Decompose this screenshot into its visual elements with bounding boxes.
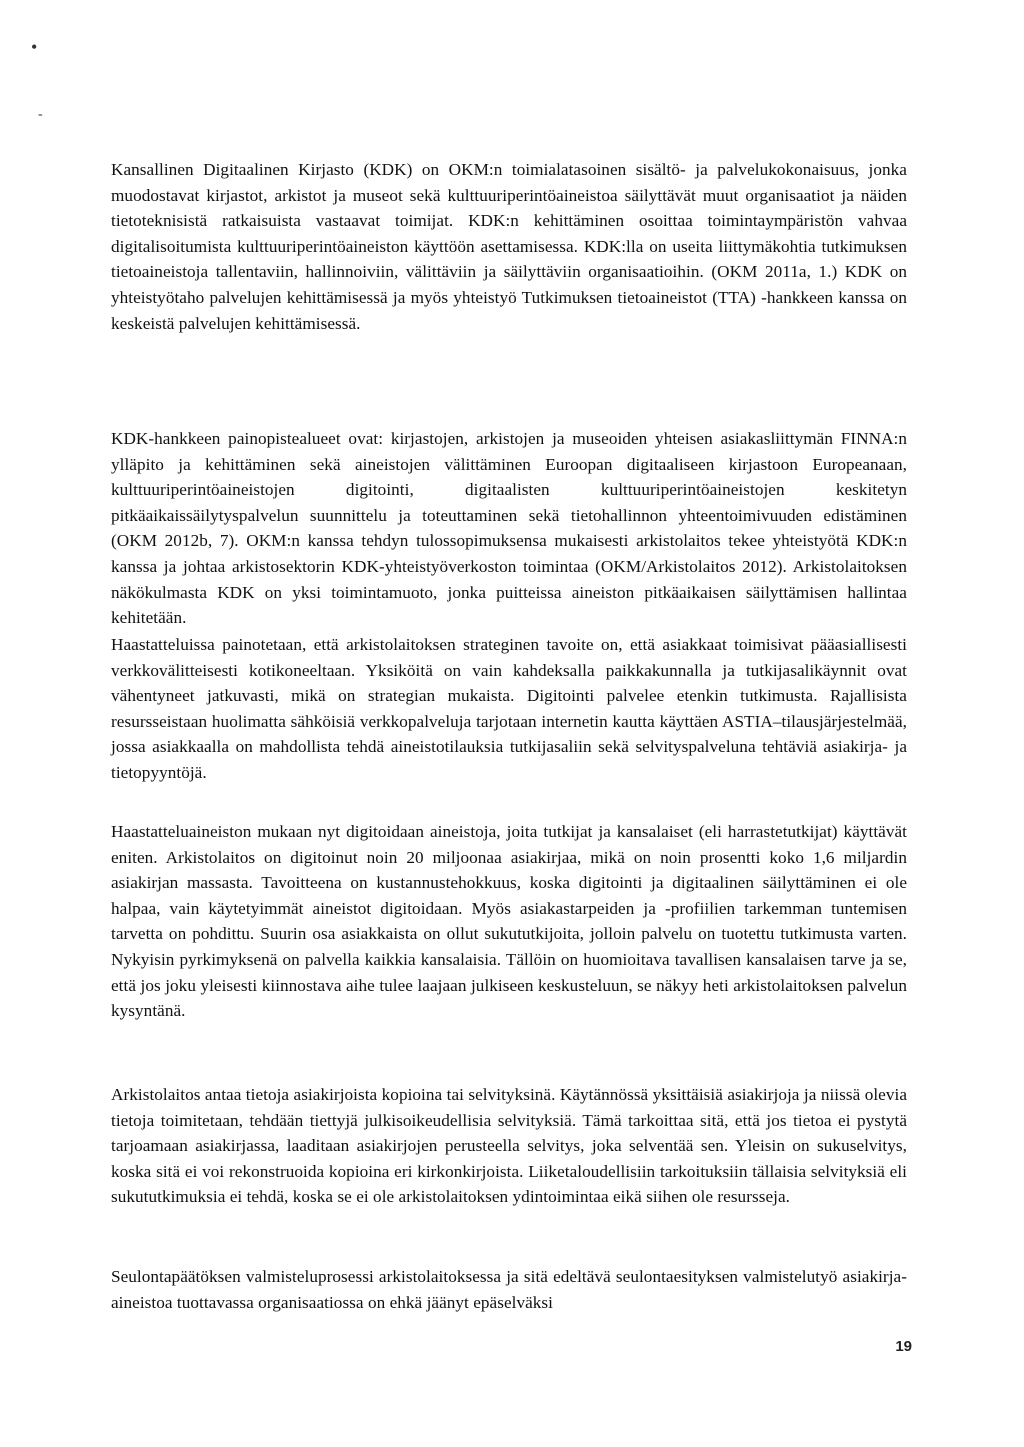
scan-artifact-dot: • (31, 37, 38, 57)
paragraph-appraisal: Seulontapäätöksen valmisteluprosessi arkistolaitoksessa ja sitä edeltävä seulontaesityksen valmistelutyö asiakirja-aineistoa tuottavassa organisaatiossa on ehkä jäänyt epäselväksi (111, 1267, 907, 1312)
paragraph-interviews-strategy: Haastatteluissa painotetaan, että arkistolaitoksen strateginen tavoite on, että asiakkaat toimisivat pääasiallisesti verkkovälitteisesti kotikoneeltaan. Yksiköitä on vain kahdeksalla paikkakunnalla ja tutkijasalikäynnit ovat vähentyneet jatkuvasti, mikä on strategian mukaista. Digitointi palvelee etenkin tutkimusta. Rajallisista resursseistaan huolimatta sähköisiä verkkopalveluja tarjotaan internetin kautta käyttäen ASTIA–tilausjärjestelmää, jossa asiakkaalla on mahdollista tehdä aineistotilauksia tutkijasaliin sekä selvityspalveluna tehtäviä asiakirja- ja tietopyyntöjä. (111, 635, 907, 782)
paragraph-kdk-intro: Kansallinen Digitaalinen Kirjasto (KDK) on OKM:n toimialatasoinen sisältö- ja palvelukokonaisuus, jonka muodostavat kirjastot, arkistot ja museot sekä kulttuuriperintöaineistoa säilyttävät muut organisaatiot ja näiden tietoteknisistä ratkaisuista vastaavat toimijat. KDK:n kehittäminen osoittaa toimintaympäristön vahvaa digitalisoitumista kulttuuriperintöaineiston käyttöön asettamisessa. KDK:lla on useita liittymäkohtia tutkimuksen tietoaineistoja tallentaviin, hallinnoiviin, välittäviin ja säilyttäviin organisaatioihin. (OKM 2011a, 1.) KDK on yhteistyötaho palvelujen kehittämisessä ja myös yhteistyö Tutkimuksen tietoaineistot (TTA) -hankkeen kanssa on keskeistä palvelujen kehittämisessä. (111, 160, 907, 333)
paragraph-kdk-focus-areas: KDK-hankkeen painopistealueet ovat: kirjastojen, arkistojen ja museoiden yhteisen asiakasliittymän FINNA:n ylläpito ja kehittäminen sekä aineistojen välittäminen Euroopan digitaaliseen kirjastoon Europeanaan, kulttuuriperintöaineistojen digitointi, digitaalisten kulttuuriperintöaineistojen keskitetyn pitkäaikaissäilytyspalvelun suunnittelu ja toteuttaminen sekä tietohallinnon yhteentoimivuuden edistäminen (OKM 2012b, 7). OKM:n kanssa tehdyn tulossopimuksensa mukaisesti arkistolaitos tekee yhteistyötä KDK:n kanssa ja johtaa arkistosektorin KDK-yhteistyöverkoston toimintaa (OKM/Arkistolaitos 2012). Arkistolaitoksen näkökulmasta KDK on yksi toimintamuoto, jonka puitteissa aineiston pitkäaikaisen säilyttämisen hallintaa kehitetään. (111, 429, 907, 628)
scan-artifact-dash: - (38, 107, 43, 122)
paragraph-copies-reports: Arkistolaitos antaa tietoja asiakirjoista kopioina tai selvityksinä. Käytännössä yksittäisiä asiakirjoja ja niissä olevia tietoja toimitetaan, tehdään tiettyjä julkisoikeudellisia selvityksiä. Tämä tarkoittaa sitä, että jos tietoa ei pystytä tarjoamaan asiakirjassa, laaditaan asiakirjojen perusteella selvitys, joka selventää sen. Yleisin on sukuselvitys, koska sitä ei voi rekonstruoida kopioina eri kirkonkirjoista. Liiketaloudellisiin tarkoituksiin tällaisia selvityksiä eli sukututkimuksia ei tehdä, koska se ei ole arkistolaitoksen ydintoimintaa eikä siihen ole resursseja. (111, 1085, 907, 1207)
paragraph-digitization: Haastatteluaineiston mukaan nyt digitoidaan aineistoja, joita tutkijat ja kansalaiset (eli harrastetutkijat) käyttävät eniten. Arkistolaitos on digitoinut noin 20 miljoonaa asiakirjaa, mikä on noin prosentti koko 1,6 miljardin asiakirjan massasta. Tavoitteena on kustannustehokkuus, koska digitointi ja digitaalinen säilyttäminen ei ole halpaa, vain käytetyimmät aineistot digitoidaan. Myös asiakastarpeiden ja -profiilien tarkemman tuntemisen tarvetta on pohdittu. Suurin osa asiakkaista on ollut sukututkijoita, jolloin palvelu on tuotettu tutkimusta varten. Nykyisin pyrkimyksenä on palvella kaikkia kansalaisia. Tällöin on huomioitava tavallisen kansalaisen tarve ja se, että jos joku yleisesti kiinnostava aihe tulee laajaan julkiseen keskusteluun, se näkyy heti arkistolaitoksen palvelun kysyntänä. (111, 822, 907, 1021)
page-number: 19 (895, 1338, 912, 1355)
